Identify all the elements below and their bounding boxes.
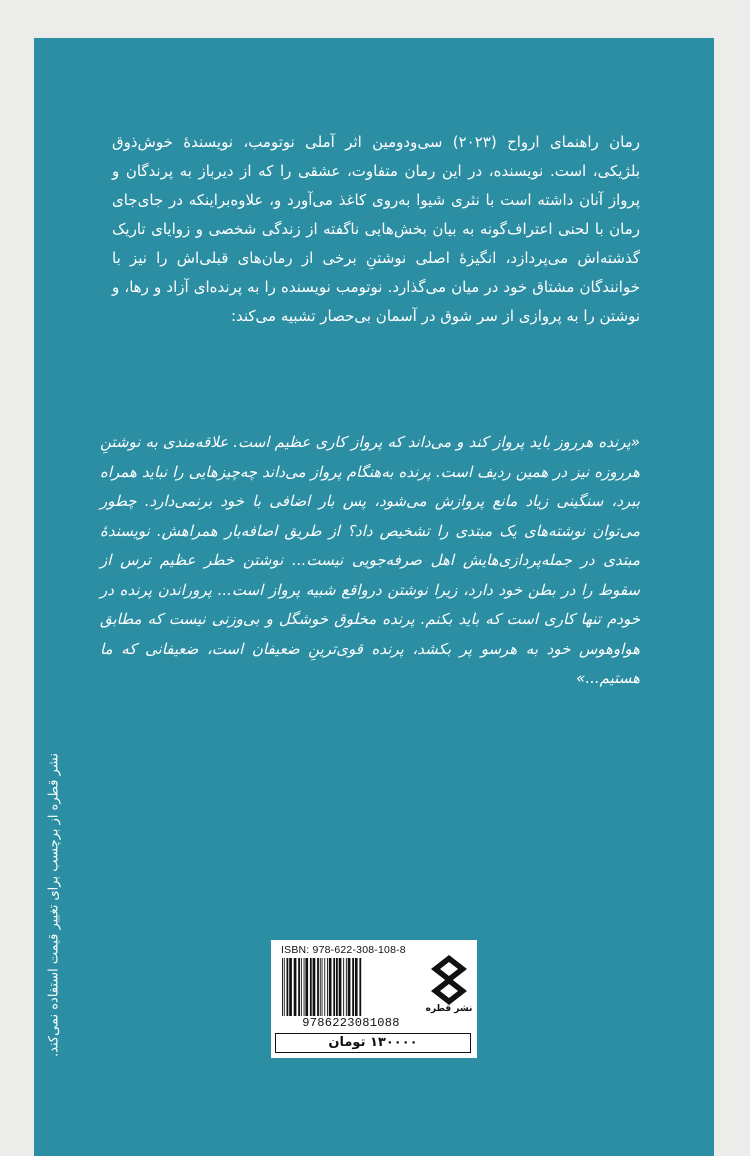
barcode-bar bbox=[324, 958, 325, 1016]
barcode-bar bbox=[327, 958, 328, 1016]
price-label-note bbox=[34, 740, 74, 1070]
barcode-bar bbox=[348, 958, 351, 1016]
barcode-bar bbox=[305, 958, 308, 1016]
barcode-bar bbox=[301, 958, 302, 1016]
barcode-digits: 9786223081088 bbox=[302, 1016, 400, 1030]
barcode-bar bbox=[339, 958, 342, 1016]
price-box: ۱۳۰۰۰۰ تومان bbox=[275, 1033, 471, 1053]
barcode-bar bbox=[298, 958, 300, 1016]
barcode-bar bbox=[320, 958, 321, 1016]
barcode-bar bbox=[359, 958, 361, 1016]
barcode-bar bbox=[310, 958, 312, 1016]
barcode-bar bbox=[313, 958, 316, 1016]
barcode-bar bbox=[343, 958, 344, 1016]
quote-paragraph: «پرنده هرروز باید پرواز کند و می‌داند که پرواز کاری عظیم است. علاقه‌مندی به نوشتنِ هرروزه نیز در همین ردیف است. پرنده به‌هنگام پرواز می‌داند چه‌چیزهایی را نباید همراه ببرد، سنگینی زیاد مانع پروازش می‌شود، پس بار اضافی با خود برنمی‌دارد. چطور می‌توان نوشته‌های یک مبتدی را تشخیص داد؟ از طریق اضافه‌بار همراهش. نویسندهٔ مبتدی در جمله‌پردازی‌هایش اهل صرفه‌جویی نیست... نوشتن خطر عظیم ترس از سقوط را در بطن خود دارد، زیرا نوشتن درواقع شبیه پرواز است... پروراندن پرنده در خودم تنها کاری است که باید بکنم. پرنده مخلوق خوشگل و بی‌وزنی نیست که مطابق هواوهوس خود به هرسو پر بکشد، پرنده قوی‌ترینِ ضعیفان است، ضعیفانی که ما هستیم...» bbox=[100, 433, 640, 687]
publisher-name: نشر قطره bbox=[425, 1004, 473, 1014]
barcode-bar bbox=[282, 958, 283, 1016]
barcode-bar bbox=[352, 958, 354, 1016]
barcode-bar bbox=[346, 958, 347, 1016]
barcode-sticker bbox=[271, 940, 477, 1058]
barcode-bar bbox=[355, 958, 358, 1016]
barcode-bar bbox=[304, 958, 305, 1016]
isbn-label: ISBN: 978-622-308-108-8 bbox=[281, 944, 406, 956]
description-paragraph: رمان راهنمای ارواح (۲۰۲۳) سی‌ودومین اثر آملی نوتومب، نویسندهٔ خوش‌ذوق بلژیکی، است. نویسنده، در این رمان متفاوت، عشقی را که از دیرباز به پرندگان و پرواز آنان داشته است با نثری شیوا به‌روی کاغذ می‌آورد و، علاوه‌براینکه در جای‌جای رمان با لحنی اعتراف‌گونه به بیان بخش‌هایی ناگفته از زندگی شخصی و زوایای تاریک گذشته‌اش می‌پردازد، انگیزهٔ اصلی نوشتنِ برخی از رمان‌های قبلی‌اش را نیز با خوانندگان مشتاق خود در میان می‌گذارد. نوتومب نویسنده را به پرنده‌ای آزاد و رها، و نوشتن را به پروازی از سر شوق در آسمان بی‌حصار تشبیه می‌کند: bbox=[112, 133, 640, 325]
barcode-bar bbox=[287, 958, 289, 1016]
barcode-bar bbox=[289, 958, 292, 1016]
barcode-icon bbox=[281, 958, 419, 1016]
price-label-note-text: نشر قطره از برچسب برای تغییر قیمت استفاده نمی‌کند. bbox=[46, 753, 62, 1057]
barcode-bar bbox=[317, 958, 319, 1016]
barcode-bar bbox=[329, 958, 332, 1016]
barcode-bar bbox=[294, 958, 297, 1016]
barcode-bar bbox=[336, 958, 338, 1016]
barcode-bar bbox=[333, 958, 335, 1016]
barcode-bar bbox=[322, 958, 323, 1016]
barcode-bar bbox=[284, 958, 285, 1016]
